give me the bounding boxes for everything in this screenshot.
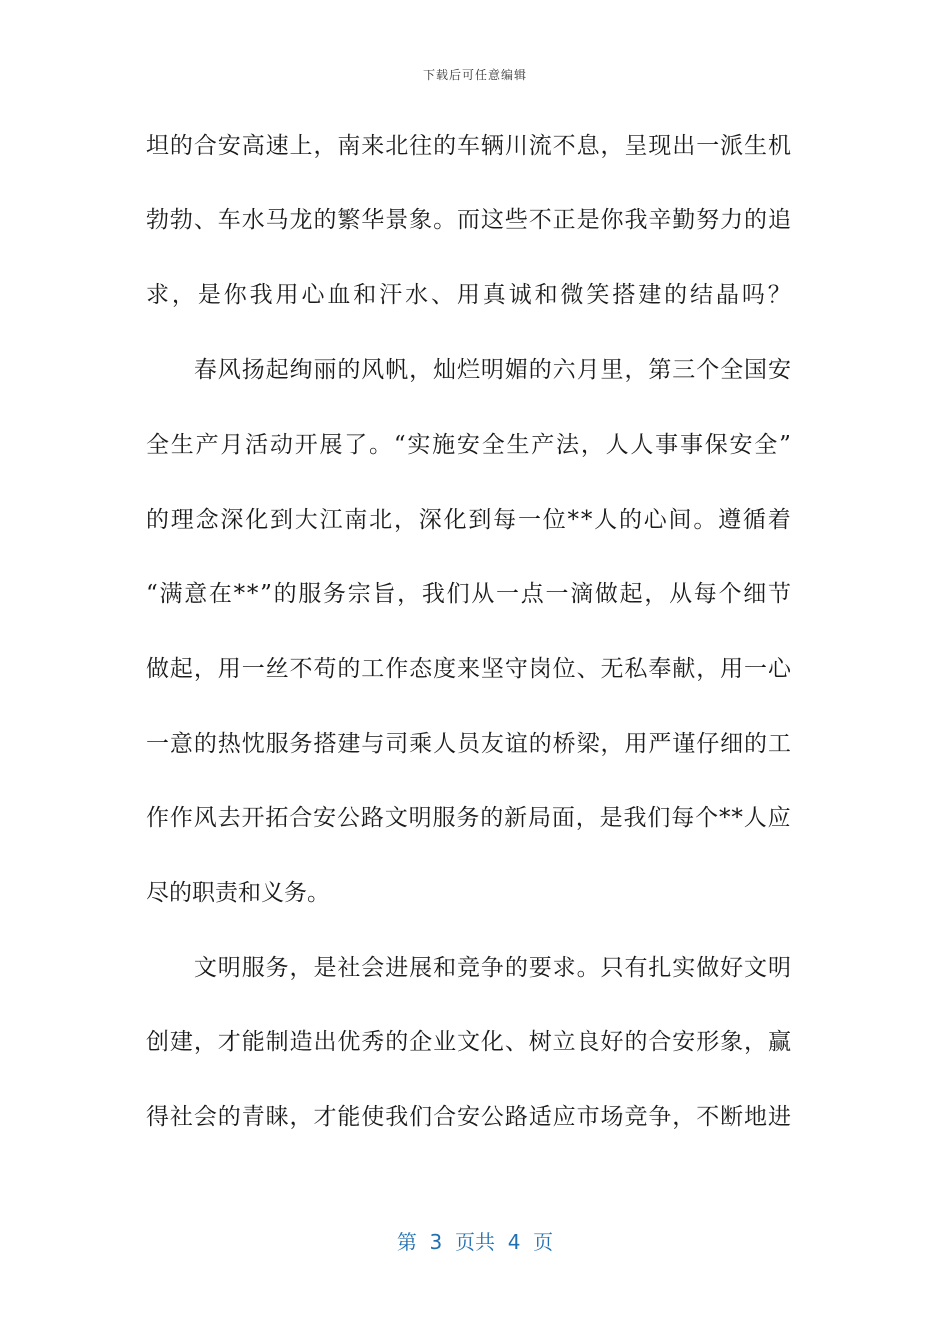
text-line: 创 建 ， 才 能 制 造 出 优 秀 的 企 业 文 化 、 树 立 良 好 的 合 安 形 象 ， 赢	[146, 1029, 791, 1055]
text-line: “ 满 意 在 * * ” 的 服 务 宗 旨 ， 我 们 从 一 点 一 滴 做 起 ， 从 每 个 细 节	[146, 581, 791, 607]
text-line: 春 风 扬 起 绚 丽 的 风 帆 ， 灿 烂 明 媚 的 六 月 里 ， 第 三 个 全 国 安	[193, 357, 791, 383]
text-line: 全 生 产 月 活 动 开 展 了 。 “ 实 施 安 全 生 产 法 ， 人 人 事 事 保 安 全 ”	[146, 432, 791, 458]
text-line: 一 意 的 热 忱 服 务 搭 建 与 司 乘 人 员 友 谊 的 桥 梁 ， 用 严 谨 仔 细 的 工	[146, 731, 791, 757]
page-footer	[0, 1226, 950, 1255]
text-line: 做 起 ， 用 一 丝 不 苟 的 工 作 态 度 来 坚 守 岗 位 、 无 私 奉 献 ， 用 一 心	[146, 656, 791, 682]
text-line: 尽的职责和义务。	[146, 880, 330, 906]
header-note: 下载后可任意编辑	[422, 68, 527, 82]
text-line: 求 ， 是 你 我 用 心 血 和 汗 水 、 用 真 诚 和 微 笑 搭 建 的 结 晶 吗 ？	[146, 282, 791, 308]
text-line: 文 明 服 务 ， 是 社 会 进 展 和 竞 争 的 要 求 。 只 有 扎 实 做 好 文 明	[193, 955, 791, 981]
page-number-text: 第 3 页共 4 页	[396, 1230, 554, 1254]
text-line: 坦 的 合 安 高 速 上 ， 南 来 北 往 的 车 辆 川 流 不 息 ， 呈 现 出 一 派 生 机	[146, 133, 791, 159]
text-line: 得 社 会 的 青 睐 ， 才 能 使 我 们 合 安 公 路 适 应 市 场 竞 争 ， 不 断 地 进	[146, 1104, 791, 1130]
text-line: 勃 勃 、 车 水 马 龙 的 繁 华 景 象 。 而 这 些 不 正 是 你 我 辛 勤 努 力 的 追	[146, 207, 791, 233]
text-line: 作 作 风 去 开 拓 合 安 公 路 文 明 服 务 的 新 局 面 ， 是 我 们 每 个 * * 人 应	[146, 805, 791, 831]
text-line: 的 理 念 深 化 到 大 江 南 北 ， 深 化 到 每 一 位 * * 人 的 心 间 。 遵 循 着	[146, 507, 791, 533]
